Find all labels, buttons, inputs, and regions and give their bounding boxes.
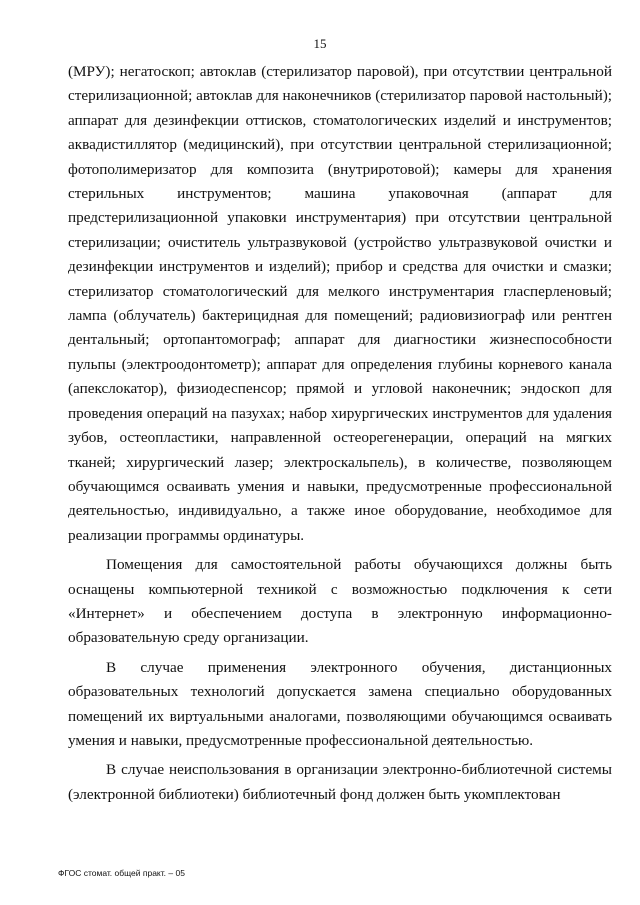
paragraph-equipment-list: (МРУ); негатоскоп; автоклав (стерилизатор паровой), при отсутствии центральной стерилизационной; автоклав для наконечников (стерилизатор паровой настольный); аппарат для дезинфекции оттисков, стоматологических изделий и инструментов; аквадистиллятор (медицинский), при отсутствии центральной стерилизационной; фотополимеризатор для композита (внутриротовой); камеры для хранения стерильных инструментов; машина упаковочная (аппарат для предстерилизационной упаковки инструментария) при отсутствии центральной стерилизации; очиститель ультразвуковой (устройство ультразвуковой очистки и дезинфекции инструментов и изделий); прибор и средства для очистки и смазки; стерилизатор стоматологический для мелкого инструментария гласперленовый; лампа (облучатель) бактерицидная для помещений; радиовизиограф или рентген дентальный; ортопантомограф; аппарат для диагностики жизнеспособности пульпы (электроодонтометр); аппарат для определения глубины корневого канала (апекслокатор), физиодеспенсор; прямой и угловой наконечник; эндоскоп для проведения операций на пазухах; набор хирургических инструментов для удаления зубов, остеопластики, направленной остеорегенерации, операций на мягких тканей; хирургический лазер; электроскальпель), в количестве, позволяющем обучающимся осваивать умения и навыки, предусмотренные профессиональной деятельностью, индивидуально, а также иное оборудование, необходимое для реализации программы ординатуры. bbox=[68, 63, 612, 544]
paragraph-e-learning: В случае применения электронного обучения, дистанционных образовательных технологий допускается замена специально оборудованных помещений их виртуальными аналогами, позволяющими обучающимся осваивать умения и навыки, предусмотренные профессиональной деятельностью. bbox=[68, 658, 612, 749]
paragraph-library-fund: В случае неиспользования в организации электронно-библиотечной системы (электронной библиотеки) библиотечный фонд должен быть укомплектован bbox=[68, 761, 612, 803]
document-footer: ФГОС стомат. общей практ. – 05 bbox=[58, 868, 185, 878]
page-number: 15 bbox=[313, 36, 327, 51]
paragraph-self-study-rooms: Помещения для самостоятельной работы обучающихся должны быть оснащены компьютерной техникой с возможностью подключения к сети «Интернет» и обеспечением доступа в электронную информационно-образовательную среду организации. bbox=[68, 556, 612, 647]
document-body bbox=[68, 60, 612, 807]
